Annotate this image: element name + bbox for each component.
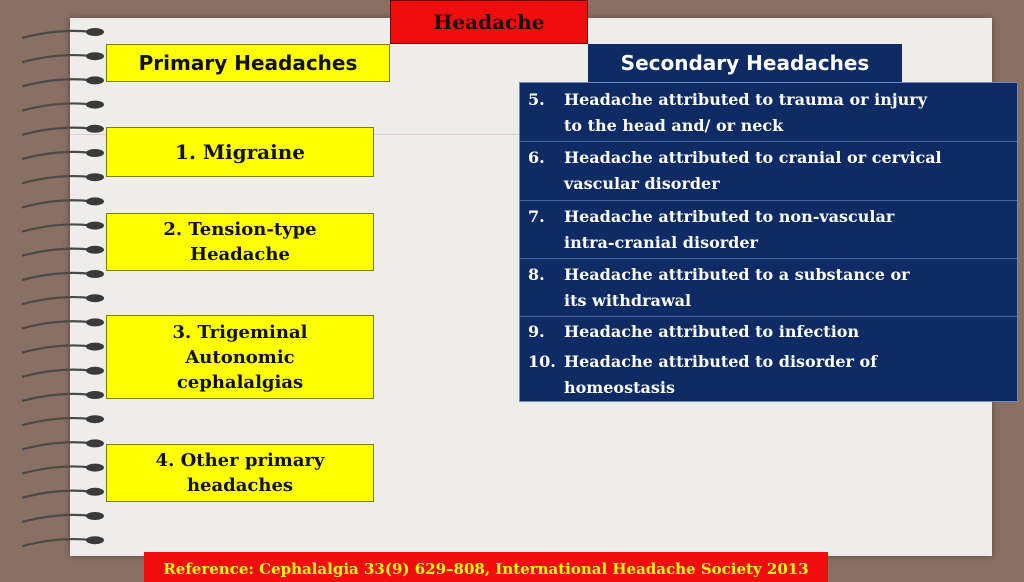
primary-item-label: 3. Trigeminal Autonomic cephalalgias [172, 321, 308, 393]
spiral-ring [22, 125, 104, 135]
secondary-item [528, 204, 1013, 256]
spiral-ring [22, 536, 104, 546]
spiral-ring [22, 415, 104, 425]
secondary-item [528, 349, 1013, 401]
spiral-ring [22, 222, 104, 232]
secondary-item [528, 87, 1013, 139]
secondary-item-text: Headache attributed to a substance or its withdrawal [564, 265, 910, 310]
secondary-item-text: Headache attributed to cranial or cervical vascular disorder [564, 148, 942, 193]
secondary-list [519, 82, 1018, 402]
primary-item-other [106, 444, 374, 502]
spiral-ring [22, 149, 104, 159]
spiral-ring [22, 367, 104, 377]
spiral-ring [22, 343, 104, 353]
divider [520, 200, 1017, 201]
secondary-item-text: Headache attributed to trauma or injury to the head and/ or neck [564, 90, 927, 135]
spiral-ring [22, 246, 104, 256]
spiral-binding [0, 0, 120, 576]
diagram-title: Headache [390, 0, 588, 44]
secondary-item-text: Headache attributed to disorder of homeostasis [564, 352, 878, 397]
secondary-item-number: 6. [528, 148, 545, 167]
secondary-item-text: Headache attributed to non-vascular intra-cranial disorder [564, 207, 895, 252]
primary-item-label: 2. Tension-type Headache [163, 219, 317, 265]
primary-item-trigeminal [106, 315, 374, 399]
secondary-item-number: 7. [528, 207, 545, 226]
spiral-ring [22, 294, 104, 304]
reference-citation: Reference: Cephalalgia 33(9) 629–808, International Headache Society 2013 [144, 552, 828, 582]
divider [520, 258, 1017, 259]
secondary-item [528, 319, 1013, 345]
secondary-item [528, 145, 1013, 197]
spiral-ring [22, 512, 104, 522]
primary-headaches-header: Primary Headaches [106, 44, 390, 82]
secondary-headaches-header: Secondary Headaches [588, 44, 902, 82]
divider [520, 316, 1017, 317]
spiral-ring [22, 101, 104, 111]
secondary-item-number: 10. [528, 352, 556, 371]
spiral-ring [22, 391, 104, 401]
secondary-item [528, 262, 1013, 314]
spiral-ring [22, 197, 104, 207]
primary-item-migraine [106, 127, 374, 177]
spiral-ring [22, 52, 104, 62]
spiral-ring [22, 318, 104, 328]
divider [520, 141, 1017, 142]
secondary-item-number: 5. [528, 90, 545, 109]
spiral-ring [22, 439, 104, 449]
spiral-ring [22, 173, 104, 183]
spiral-ring [22, 76, 104, 86]
secondary-item-number: 9. [528, 322, 545, 341]
primary-item-tension-type [106, 213, 374, 271]
primary-item-label: 4. Other primary headaches [155, 450, 325, 496]
spiral-ring [22, 28, 104, 38]
secondary-item-number: 8. [528, 265, 545, 284]
spiral-ring [22, 488, 104, 498]
secondary-item-text: Headache attributed to infection [564, 322, 860, 341]
primary-item-label: 1. Migraine [175, 139, 305, 164]
spiral-ring [22, 464, 104, 474]
spiral-ring [22, 270, 104, 280]
